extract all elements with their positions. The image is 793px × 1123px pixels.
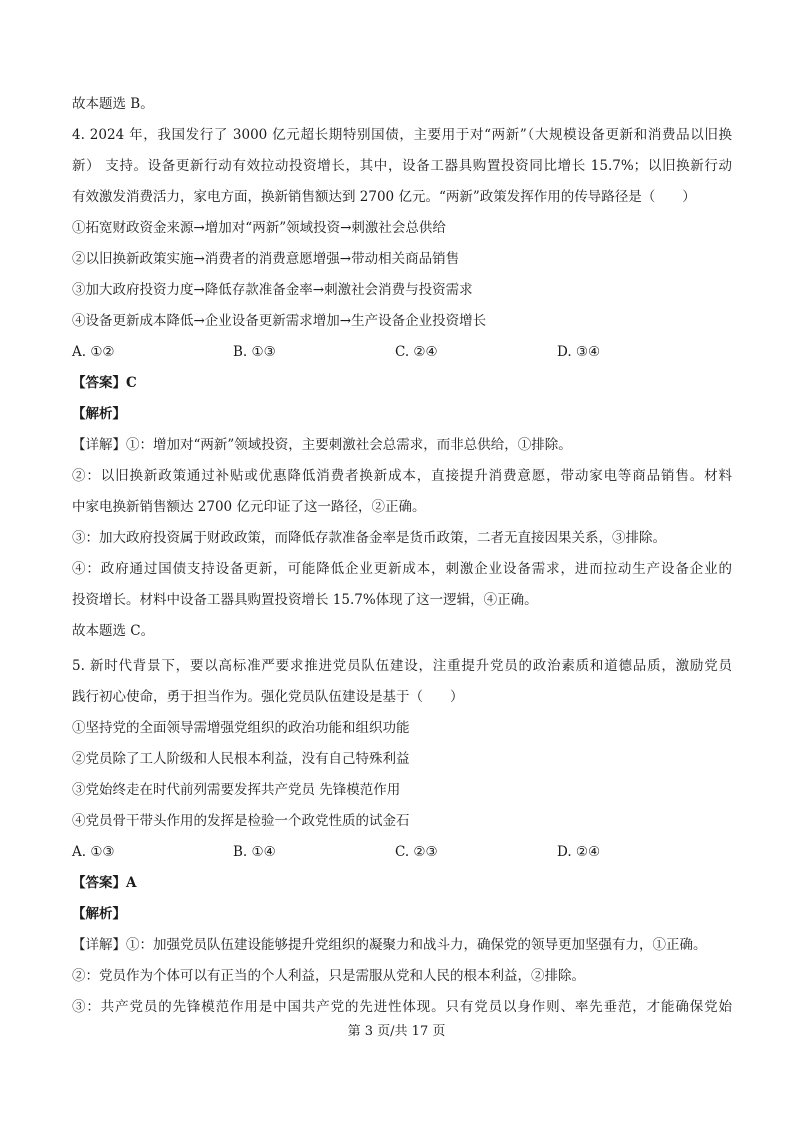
q4-item-3: ③加大政府投资力度→降低存款准备金率→刺激社会消费与投资需求 (72, 282, 473, 298)
conclusion-q3: 故本题选 B。 (72, 96, 154, 112)
page-footer: 第 3 页/共 17 页 (347, 1024, 446, 1039)
q5-item-4: ④党员骨干带头作用的发挥是检验一个政党性质的试金石 (72, 813, 410, 829)
q5-option-b: B. ①④ (233, 844, 276, 860)
q4-answer: 【答案】C (72, 375, 137, 391)
q5-item-3: ③党始终走在时代前列需要发挥共产党员 先锋模范作用 (72, 782, 401, 798)
q4-detail-line-3: 中家电换新销售额达 2700 亿元印证了这一路径，②正确。 (72, 499, 426, 515)
q5-answer: 【答案】A (72, 875, 137, 891)
q5-detail-line-1: 【详解】①：加强党员队伍建设能够提升党组织的凝聚力和战斗力，确保党的领导更加坚强有力，①正确。 (72, 937, 707, 953)
q4-item-2: ②以旧换新政策实施→消费者的消费意愿增强→带动相关商品销售 (72, 251, 460, 267)
q4-option-d: D. ③④ (557, 344, 601, 360)
q5-stem-line-2: 践行初心使命，勇于担当作为。强化党员队伍建设是基于（ ） (72, 689, 464, 705)
q5-option-a: A. ①③ (72, 844, 115, 860)
q5-analysis-label: 【解析】 (72, 906, 126, 922)
q4-option-a: A. ①② (72, 344, 115, 360)
q4-stem-line-2: 新） 支持。设备更新行动有效拉动投资增长，其中，设备工器具购置投资同比增长 15.7%；以旧换新行动 (72, 158, 732, 174)
q4-option-b: B. ①③ (233, 344, 276, 360)
conclusion-q4: 故本题选 C。 (72, 623, 155, 639)
q4-detail-line-4: ③：加大政府投资属于财政政策，而降低存款准备金率是货币政策，二者无直接因果关系，③排除。 (72, 530, 666, 546)
q5-option-d: D. ②④ (557, 844, 601, 860)
q4-detail-line-6: 投资增长。材料中设备工器具购置投资增长 15.7%体现了这一逻辑，④正确。 (72, 592, 538, 608)
q4-stem-line-3: 有效激发消费活力，家电方面，换新销售额达到 2700 亿元。“两新”政策发挥作用的传导路径是（ ） (72, 189, 696, 205)
q4-option-c: C. ②④ (395, 344, 438, 360)
q5-detail-line-2: ②：党员作为个体可以有正当的个人利益，只是需服从党和人民的根本利益，②排除。 (72, 968, 585, 984)
q5-option-c: C. ②③ (395, 844, 438, 860)
q4-detail-line-5: ④：政府通过国债支持设备更新，可能降低企业更新成本，刺激企业设备需求，进而拉动生产设备企业的 (72, 561, 732, 577)
q4-item-4: ④设备更新成本降低→企业设备更新需求增加→生产设备企业投资增长 (72, 313, 487, 329)
q5-item-2: ②党员除了工人阶级和人民根本利益，没有自己特殊利益 (72, 751, 410, 767)
q5-detail-line-3: ③：共产党员的先锋模范作用是中国共产党的先进性体现。只有党员以身作则、率先垂范，才能确保党始 (72, 999, 732, 1015)
q5-stem-line-1: 5. 新时代背景下，要以高标准严要求推进党员队伍建设，注重提升党员的政治素质和道德品质，激励党员 (72, 658, 732, 674)
q4-detail-line-1: 【详解】①：增加对“两新”领域投资，主要刺激社会总需求，而非总供给，①排除。 (72, 437, 572, 453)
q4-item-1: ①拓宽财政资金来源→增加对“两新”领域投资→刺激社会总供给 (72, 220, 446, 236)
q4-analysis-label: 【解析】 (72, 406, 126, 422)
q5-item-1: ①坚持党的全面领导需增强党组织的政治功能和组织功能 (72, 720, 410, 736)
q4-stem-line-1: 4. 2024 年，我国发行了 3000 亿元超长期特别国债，主要用于对“两新”（大规模设备更新和消费品以旧换 (72, 127, 732, 143)
q4-detail-line-2: ②：以旧换新政策通过补贴或优惠降低消费者换新成本，直接提升消费意愿，带动家电等商品销售。材料 (72, 468, 732, 484)
